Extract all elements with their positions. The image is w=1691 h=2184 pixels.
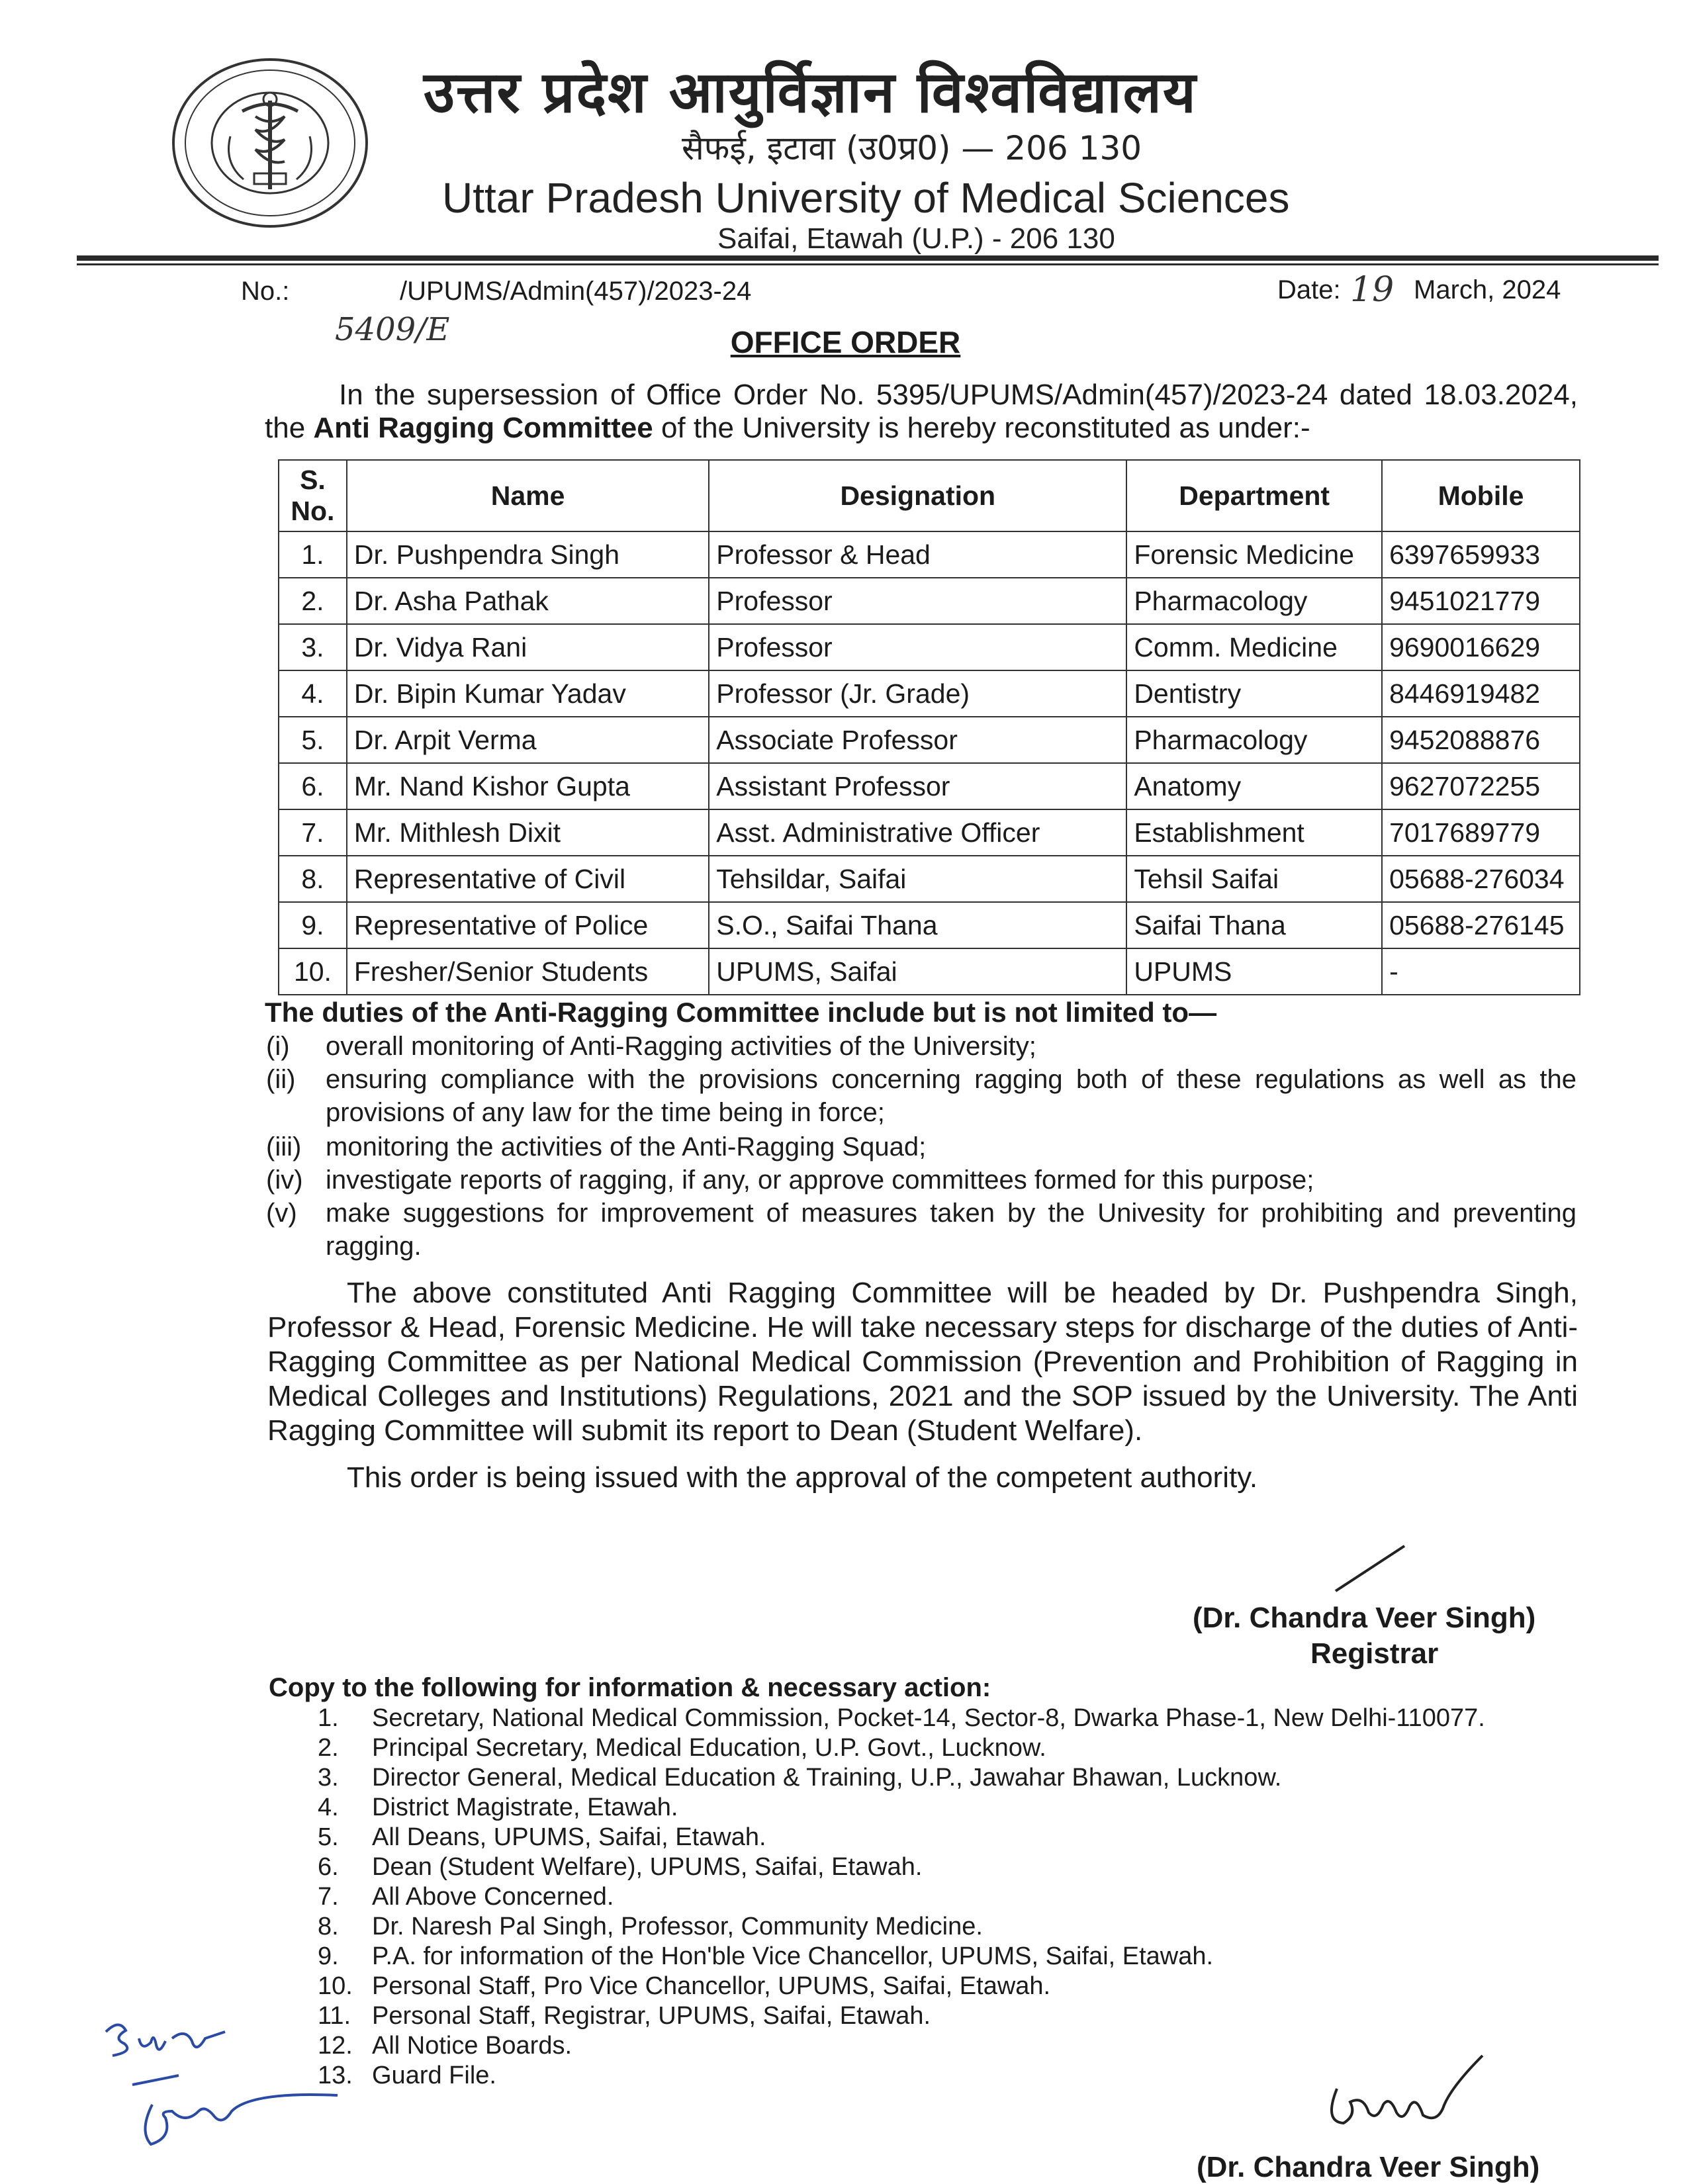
duty-text: monitoring the activities of the Anti-Ragging Squad; [326,1132,927,1161]
column-header-name: Name [347,460,709,531]
cell-name: Dr. Asha Pathak [347,578,709,624]
date-label: Date: [1277,275,1341,304]
registrar-title: Registrar [1310,1637,1439,1670]
table-row [279,670,1580,717]
handwritten-dispatch-number: 5409/E [335,311,450,348]
cell-designation: Assistant Professor [709,763,1126,809]
handwritten-date-day: 19 [1350,270,1394,310]
university-name-hindi: उत्तर प्रदेश आयुर्विज्ञान विश्वविद्यालय [424,60,1197,126]
cell-name: Fresher/Senior Students [347,948,709,995]
copy-item-number: 13. [318,2062,353,2089]
cell-sno: 3. [279,624,347,670]
table-header-row [279,460,1580,531]
copy-list-item [318,1972,1485,2001]
header-divider [77,255,1659,261]
copy-item-text: All Deans, UPUMS, Saifai, Etawah. [372,1823,766,1851]
copy-item-text: Guard File. [372,2062,496,2089]
cell-designation: UPUMS, Saifai [709,948,1126,995]
cell-sno: 6. [279,763,347,809]
cell-name: Dr. Arpit Verma [347,717,709,763]
copy-item-number: 1. [318,1704,339,1732]
cell-name: Dr. Bipin Kumar Yadav [347,670,709,717]
approval-paragraph: This order is being issued with the approval of the competent authority. [347,1461,1258,1494]
copy-item-text: Dr. Naresh Pal Singh, Professor, Community Medicine. [372,1913,983,1940]
registrar-name: (Dr. Chandra Veer Singh) [1193,1602,1536,1634]
copy-item-number: 6. [318,1853,339,1881]
copy-list-item [318,2001,1485,2031]
intro-text-end: of the University is hereby reconstituted as under:- [653,412,1310,444]
cell-department: Establishment [1126,809,1382,856]
copy-list-item [318,2031,1485,2061]
copy-item-text: Secretary, National Medical Commission, Pocket-14, Sector-8, Dwarka Phase-1, New Delhi-110077. [372,1704,1485,1732]
date-value: March, 2024 [1414,275,1561,304]
cell-department: Dentistry [1126,670,1382,717]
cell-sno: 7. [279,809,347,856]
duty-number: (iv) [266,1165,303,1195]
duty-text: investigate reports of ragging, if any, or approve committees formed for this purpose; [326,1165,1314,1195]
cell-mobile: 9451021779 [1382,578,1580,624]
duty-text: overall monitoring of Anti-Ragging activities of the University; [326,1032,1036,1061]
copy-list-item [318,1823,1485,1852]
head-of-committee-paragraph: The above constituted Anti Ragging Committee will be headed by Dr. Pushpendra Singh, Professor & Head, Forensic Medicine. He will take necessary steps for discharge of the duties of Anti-Ragging Committee as per National Medical Commission (Prevention and Prohibition of Ragging in Medical Colleges and Institutions) Regulations, 2021 and the SOP issued by the University. The Anti Ragging Committee will submit its report to Dean (Student Welfare). [267,1277,1578,1447]
duty-number: (v) [266,1199,297,1228]
cell-designation: Asst. Administrative Officer [709,809,1126,856]
table-row [279,624,1580,670]
copy-item-text: All Notice Boards. [372,2032,572,2060]
duties-title: The duties of the Anti-Ragging Committee include but is not limited to— [265,997,1217,1028]
table-row [279,856,1580,902]
cell-designation: Tehsildar, Saifai [709,856,1126,902]
copy-list-item [318,1704,1485,1733]
copy-to-list [318,1704,1485,2091]
cell-name: Representative of Civil [347,856,709,902]
cell-sno: 9. [279,902,347,948]
committee-table [278,459,1580,995]
copy-item-number: 2. [318,1734,339,1762]
cell-designation: Professor [709,624,1126,670]
cell-department: Comm. Medicine [1126,624,1382,670]
cell-department: Pharmacology [1126,717,1382,763]
cell-designation: Associate Professor [709,717,1126,763]
copy-item-number: 9. [318,1942,339,1970]
cell-department: Saifai Thana [1126,902,1382,948]
cell-sno: 5. [279,717,347,763]
cell-department: Tehsil Saifai [1126,856,1382,902]
cell-designation: S.O., Saifai Thana [709,902,1126,948]
copy-list-item [318,1882,1485,1912]
copy-list-item [318,1763,1485,1793]
copy-list-item [318,1852,1485,1882]
copy-item-number: 4. [318,1794,339,1821]
cell-mobile: 9627072255 [1382,763,1580,809]
copy-item-number: 5. [318,1823,339,1851]
duty-number: (iii) [266,1132,302,1161]
copy-item-number: 3. [318,1764,339,1792]
copy-list-item [318,2061,1485,2091]
reference-number-label: No.: [241,277,290,306]
copy-item-text: Director General, Medical Education & Training, U.P., Jawahar Bhawan, Lucknow. [372,1764,1282,1792]
column-header-mobile: Mobile [1382,460,1580,531]
reference-number: /UPUMS/Admin(457)/2023-24 [400,277,752,306]
cell-designation: Professor & Head [709,531,1126,578]
table-row [279,809,1580,856]
copy-item-number: 7. [318,1883,339,1911]
table-row [279,763,1580,809]
copy-to-title: Copy to the following for information & necessary action: [269,1673,991,1702]
cell-department: Pharmacology [1126,578,1382,624]
cell-mobile: 8446919482 [1382,670,1580,717]
cell-mobile: - [1382,948,1580,995]
cell-designation: Professor (Jr. Grade) [709,670,1126,717]
table-row [279,578,1580,624]
copy-list-item [318,1733,1485,1763]
copy-list-item [318,1793,1485,1823]
cell-department: Anatomy [1126,763,1382,809]
handwritten-signature-mark [1317,2049,1489,2135]
cell-sno: 4. [279,670,347,717]
column-header-sno: S. No. [279,460,347,531]
cell-sno: 10. [279,948,347,995]
cell-mobile: 7017689779 [1382,809,1580,856]
handwritten-initials-mark [93,2012,357,2171]
cell-department: Forensic Medicine [1126,531,1382,578]
university-address-hindi: सैफई, इटावा (उ0प्र0) — 206 130 [682,129,1142,167]
copy-item-text: All Above Concerned. [372,1883,614,1911]
cell-name: Representative of Police [347,902,709,948]
copy-item-number: 8. [318,1913,339,1940]
table-row [279,948,1580,995]
cell-mobile: 05688-276145 [1382,902,1580,948]
table-row [279,902,1580,948]
cell-name: Dr. Pushpendra Singh [347,531,709,578]
copy-item-number: 11. [318,2002,351,2030]
duty-number: (i) [266,1032,290,1061]
university-address-english: Saifai, Etawah (U.P.) - 206 130 [717,222,1115,255]
copy-item-text: P.A. for information of the Hon'ble Vice Chancellor, UPUMS, Saifai, Etawah. [372,1942,1214,1970]
copy-item-text: Dean (Student Welfare), UPUMS, Saifai, Etawah. [372,1853,923,1881]
registrar-signature-mark [1330,1542,1410,1595]
copy-item-text: Principal Secretary, Medical Education, U.P. Govt., Lucknow. [372,1734,1046,1762]
university-seal-icon [171,57,369,229]
cell-mobile: 6397659933 [1382,531,1580,578]
copy-item-text: District Magistrate, Etawah. [372,1794,678,1821]
duty-text: ensuring compliance with the provisions concerning ragging both of these regulations as well as the provisions of any law for the time being in force; [326,1065,1577,1127]
intro-text-start: In the supersession of Office Order No. 5395/UPUMS/Admin(457)/2023-24 dated 18.03.2024, the [265,379,1578,444]
cell-mobile: 9690016629 [1382,624,1580,670]
intro-paragraph [265,379,1578,445]
copy-list-item [318,1942,1485,1972]
cell-name: Mr. Mithlesh Dixit [347,809,709,856]
copy-item-text: Personal Staff, Registrar, UPUMS, Saifai, Etawah. [372,2002,931,2030]
cell-sno: 8. [279,856,347,902]
footer-signatory-name: (Dr. Chandra Veer Singh) [1197,2151,1540,2183]
cell-sno: 1. [279,531,347,578]
table-row [279,531,1580,578]
table-row [279,717,1580,763]
column-header-department: Department [1126,460,1382,531]
office-order-title: OFFICE ORDER [730,325,961,359]
cell-name: Mr. Nand Kishor Gupta [347,763,709,809]
intro-text-bold: Anti Ragging Committee [313,412,653,444]
duty-text: make suggestions for improvement of measures taken by the Univesity for prohibiting and preventing ragging. [326,1199,1577,1261]
cell-designation: Professor [709,578,1126,624]
cell-mobile: 9452088876 [1382,717,1580,763]
cell-mobile: 05688-276034 [1382,856,1580,902]
copy-list-item [318,1912,1485,1942]
copy-item-text: Personal Staff, Pro Vice Chancellor, UPUMS, Saifai, Etawah. [372,1972,1051,2000]
cell-sno: 2. [279,578,347,624]
copy-item-number: 10. [318,1972,353,2000]
university-name-english: Uttar Pradesh University of Medical Sciences [442,174,1290,222]
column-header-designation: Designation [709,460,1126,531]
copy-item-number: 12. [318,2032,353,2060]
cell-department: UPUMS [1126,948,1382,995]
header-divider-thin [77,263,1659,265]
cell-name: Dr. Vidya Rani [347,624,709,670]
duty-number: (ii) [266,1065,296,1094]
